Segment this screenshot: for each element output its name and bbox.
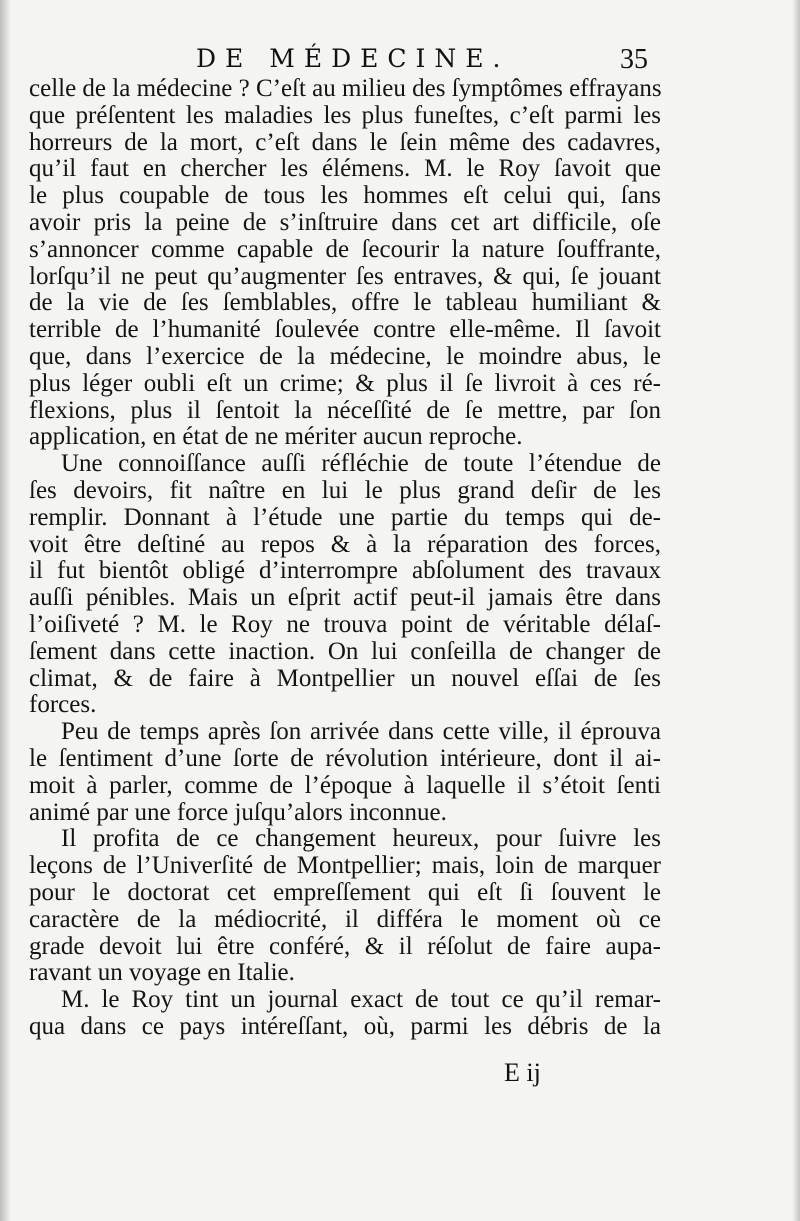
text-line: horreurs de la mort, c’eſt dans le ſein même des cadavres, [29,128,661,156]
text-line: grade devoit lui être conféré, & il réſolut de faire aupa- [29,932,661,960]
page-number: 35 [620,44,648,75]
text-line: celle de la médecine ? C’eſt au milieu des ſymptômes effrayans [29,75,662,102]
text-line: remplir. Donnant à l’étude une partie du temps qui de- [29,503,661,531]
text-line: terrible de l’humanité ſoulevée contre elle-même. Il ſavoit [29,316,661,344]
text-line: le plus coupable de tous les hommes eſt celui qui, ſans [29,182,661,210]
text-line: qua dans ce pays intéreſſant, où, parmi les débris de la [29,1012,661,1040]
text-line: flexions, plus il ſentoit la néceſſité de ſe mettre, par ſon [29,396,661,424]
text-line: ſes devoirs, fit naître en lui le plus grand deſir de les [29,476,661,504]
text-line: animé par une force juſqu’alors inconnue. [29,798,447,826]
page-left-edge-shadow [0,0,10,1221]
text-line: forces. [29,691,97,719]
text-line: plus léger oubli eſt un crime; & plus il ſe livroit à ces ré- [29,369,661,397]
text-line: avoir pris la peine de s’inſtruire dans cet art difficile, oſe [29,208,661,236]
text-line: que, dans l’exercice de la médecine, le moindre abus, le [29,342,661,370]
text-line: application, en état de ne mériter aucun reproche. [29,423,523,451]
text-line: moit à parler, comme de l’époque à laquelle il s’étoit ſenti [29,771,661,799]
text-line: caractère de la médiocrité, il différa le moment où ce [29,905,661,933]
paragraph-first-line: M. le Roy tint un journal exact de tout ce qu’il remar- [61,986,661,1014]
text-line: il fut bientôt obligé d’interrompre abſolument des travaux [29,557,661,585]
page-right-edge-shadow [792,0,800,1221]
text-line: de la vie de ſes ſemblables, offre le tableau humiliant & [29,289,661,317]
text-line: l’oiſiveté ? M. le Roy ne trouva point de véritable délaſ- [29,610,661,638]
running-head: DE MÉDECINE. [196,44,510,73]
text-line: que préſentent les maladies les plus funeſtes, c’eſt parmi les [29,101,661,129]
paragraph-first-line: Une connoiſſance auſſi réfléchie de toute l’étendue de [61,450,661,478]
text-line: ſement dans cette inaction. On lui conſeilla de changer de [29,637,661,665]
text-line: qu’il faut en chercher les élémens. M. le Roy ſavoit que [29,155,661,183]
text-line: le ſentiment d’une ſorte de révolution intérieure, dont il ai- [29,744,661,772]
paragraph-first-line: Il profita de ce changement heureux, pour ſuivre les [61,825,661,853]
text-line: leçons de l’Univerſité de Montpellier; mais, loin de marquer [29,852,661,880]
paragraph-first-line: Peu de temps après ſon arrivée dans cette ville, il éprouva [61,718,661,746]
text-line: ravant un voyage en Italie. [29,959,295,987]
text-line: s’annoncer comme capable de ſecourir la nature ſouffrante, [29,235,661,263]
signature-mark: E ij [504,1058,541,1087]
text-line: lorſqu’il ne peut qu’augmenter ſes entraves, & qui, ſe jouant [29,262,661,290]
text-line: climat, & de faire à Montpellier un nouvel eſſai de ſes [29,664,661,692]
text-line: voit être deſtiné au repos & à la réparation des forces, [29,530,661,558]
text-line: pour le doctorat cet empreſſement qui eſt ſi ſouvent le [29,878,661,906]
text-line: auſſi pénibles. Mais un eſprit actif peut-il jamais être dans [29,584,661,612]
body-text [29,76,661,1041]
